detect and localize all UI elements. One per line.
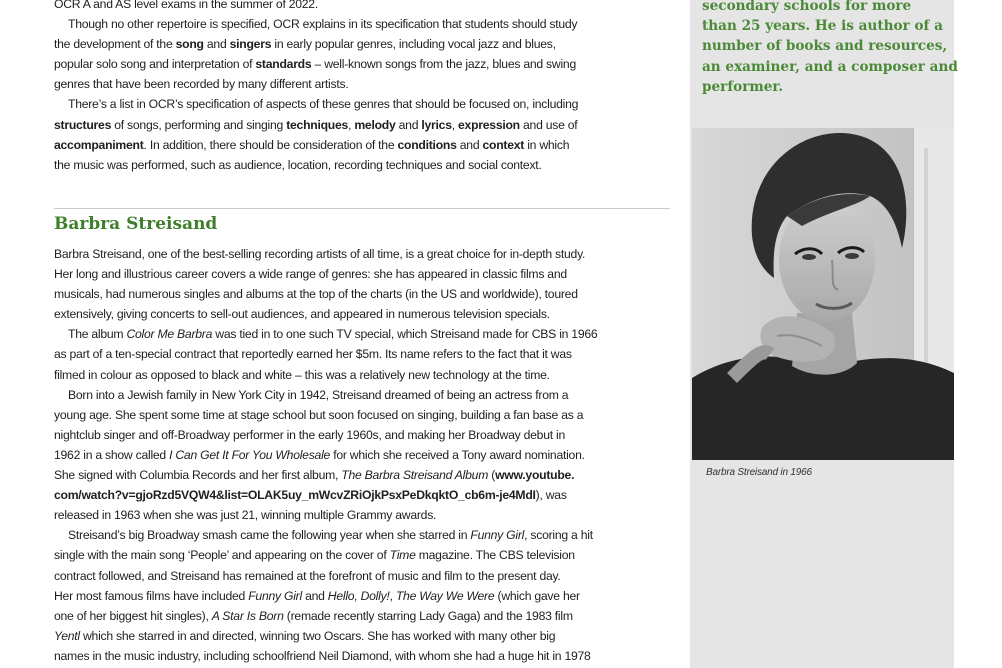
body-line: young age. She spent some time at stage school but soon focused on singing, building a fan base as a bbox=[54, 407, 584, 422]
section-body bbox=[54, 244, 670, 666]
bio-line: performer. bbox=[702, 78, 784, 95]
section-divider bbox=[54, 208, 670, 209]
intro-line: OCR A and AS level exams in the summer of 2022. bbox=[54, 0, 318, 11]
intro-line: popular solo song and interpretation of standards – well-known songs from the jazz, blues and swing bbox=[54, 57, 576, 72]
body-line: Barbra Streisand, one of the best-selling recording artists of all time, is a great choice for in-depth study. bbox=[54, 247, 586, 261]
bio-line: an examiner, and a composer and bbox=[702, 58, 958, 75]
body-line: Yentl which she starred in and directed, winning two Oscars. She has worked with many other big bbox=[54, 628, 556, 643]
portrait-photo bbox=[692, 128, 954, 460]
body-line: as part of a ten-special contract that reportedly earned her $5m. Its name refers to the fact that it was bbox=[54, 347, 572, 362]
body-line: Born into a Jewish family in New York City in 1942, Streisand dreamed of being an actress from a bbox=[68, 387, 569, 402]
body-line: single with the main song ‘People’ and appearing on the cover of Time magazine. The CBS television bbox=[54, 548, 575, 563]
intro-line: genres that have been recorded by many different artists. bbox=[54, 77, 349, 92]
body-line: com/watch?v=gjoRzd5VQW4&list=OLAK5uy_mWcvZRiOjkPsxPeDkqktO_cb6m-je4MdI), was bbox=[54, 488, 567, 503]
intro-line: the development of the song and singers in early popular genres, including vocal jazz and blues, bbox=[54, 37, 556, 52]
section-heading: Barbra Streisand bbox=[54, 214, 218, 234]
intro-line: Though no other repertoire is specified, OCR explains in its specification that students should study bbox=[68, 17, 578, 32]
body-line: Streisand’s big Broadway smash came the following year when she starred in Funny Girl, scoring a hit bbox=[68, 528, 593, 543]
intro-line: the music was performed, such as audience, location, recording techniques and social context. bbox=[54, 157, 542, 172]
body-line: The album Color Me Barbra was tied in to one such TV special, which Streisand made for CBS in 1966 bbox=[68, 327, 598, 342]
author-bio bbox=[702, 0, 958, 97]
intro-line: There’s a list in OCR’s specification of aspects of these genres that should be focused on, including bbox=[68, 97, 579, 112]
body-line: musicals, had numerous singles and albums at the top of the charts (in the US and worldwide), toured bbox=[54, 287, 578, 302]
body-line: Her most famous films have included Funny Girl and Hello, Dolly!, The Way We Were (which gave her bbox=[54, 588, 580, 603]
article-main-column bbox=[54, 0, 670, 668]
body-line: contract followed, and Streisand has remained at the forefront of music and film to the present day. bbox=[54, 568, 561, 583]
body-line: one of her biggest hit singles), A Star Is Born (remade recently starring Lady Gaga) and the 1983 film bbox=[54, 608, 573, 623]
body-line: names in the music industry, including schoolfriend Neil Diamond, with whom she had a huge hit in 1978 bbox=[54, 648, 591, 663]
bio-line: number of books and resources, bbox=[702, 38, 948, 55]
body-line: filmed in colour as opposed to black and white – this was a relatively new technology at the time. bbox=[54, 367, 550, 382]
intro-line: structures of songs, performing and singing techniques, melody and lyrics, expression and use of bbox=[54, 117, 578, 132]
body-line: released in 1963 when she was just 21, winning multiple Grammy awards. bbox=[54, 508, 437, 523]
bio-line: secondary schools for more bbox=[702, 0, 912, 14]
portrait-image bbox=[692, 128, 954, 460]
body-line: Her long and illustrious career covers a wide range of genres: she has appeared in classic films and bbox=[54, 267, 567, 282]
bio-line: than 25 years. He is author of a bbox=[702, 18, 943, 35]
photo-caption: Barbra Streisand in 1966 bbox=[706, 467, 812, 478]
body-line: extensively, giving concerts to sell-out audiences, and appeared in numerous television specials. bbox=[54, 307, 550, 322]
body-line: She signed with Columbia Records and her first album, The Barbra Streisand Album (www.youtube. bbox=[54, 468, 575, 483]
intro-paragraphs bbox=[54, 0, 670, 175]
author-sidebar bbox=[690, 0, 958, 668]
intro-line: accompaniment. In addition, there should be consideration of the conditions and context in which bbox=[54, 137, 570, 152]
body-line: 1962 in a show called I Can Get It For You Wholesale for which she received a Tony award nomination. bbox=[54, 447, 585, 462]
body-line: nightclub singer and off-Broadway performer in the early 1960s, and making her Broadway debut in bbox=[54, 427, 565, 442]
